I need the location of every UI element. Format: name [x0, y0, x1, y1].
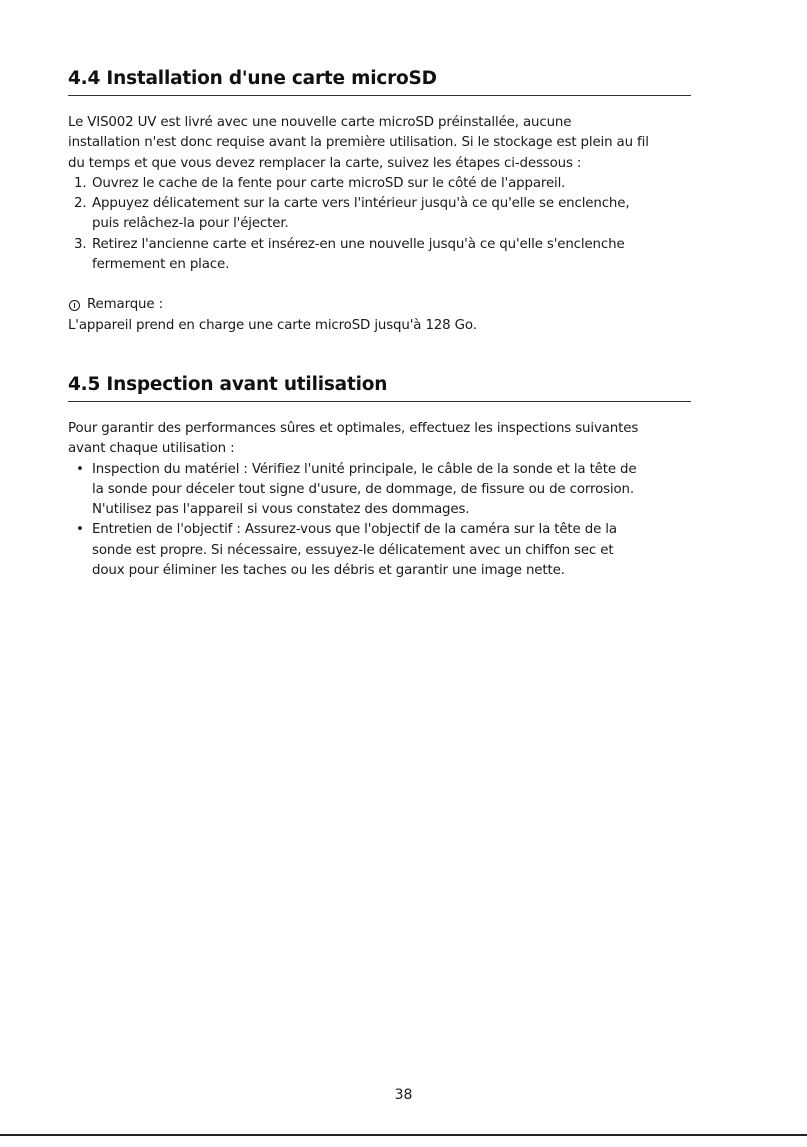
inspection-item [68, 520, 691, 581]
intro-line: avant chaque utilisation : [68, 441, 235, 457]
intro-paragraph [68, 113, 691, 174]
section-pre-use-inspection [68, 372, 691, 581]
step-item [68, 235, 691, 276]
step-line: puis relâchez-la pour l'éjecter. [92, 216, 289, 232]
step-number: 3. [74, 236, 87, 252]
step-number: 1. [74, 175, 87, 191]
intro-line: installation n'est donc requise avant la première utilisation. Si le stockage est plein au fil [68, 135, 649, 151]
section-body [68, 419, 691, 581]
intro-line: Pour garantir des performances sûres et optimales, effectuez les inspections suivantes [68, 421, 639, 436]
step-line: fermement en place. [92, 257, 230, 273]
bottom-divider [0, 1134, 807, 1136]
bullet-symbol: • [76, 522, 84, 538]
intro-line: Le VIS002 UV est livré avec une nouvelle carte microSD préinstallée, aucune [68, 115, 572, 130]
note-text: L'appareil prend en charge une carte microSD jusqu'à 128 Go. [68, 317, 477, 333]
section-body [68, 113, 691, 336]
intro-line: du temps et que vous devez remplacer la carte, suivez les étapes ci-dessous : [68, 155, 582, 171]
step-line: Ouvrez le cache de la fente pour carte microSD sur le côté de l'appareil. [92, 175, 566, 191]
item-line: doux pour éliminer les taches ou les débris et garantir une image nette. [92, 563, 565, 579]
inspection-item [68, 460, 691, 521]
step-line: Retirez l'ancienne carte et insérez-en une nouvelle jusqu'à ce qu'elle s'enclenche [92, 236, 625, 252]
item-line: N'utilisez pas l'appareil si vous constatez des dommages. [92, 502, 470, 518]
step-item [68, 174, 691, 194]
item-line: Inspection du matériel : Vérifiez l'unité principale, le câble de la sonde et la tête de [92, 461, 637, 477]
info-circle-icon [69, 300, 80, 311]
bullet-symbol: • [76, 461, 84, 477]
section-heading: 4.4 Installation d'une carte microSD [68, 66, 691, 96]
intro-paragraph [68, 419, 691, 460]
note-title: Remarque : [87, 297, 163, 313]
inspection-list [68, 460, 691, 582]
steps-list [68, 174, 691, 275]
item-line: Entretien de l'objectif : Assurez-vous que l'objectif de la caméra sur la tête de la [92, 522, 617, 538]
step-number: 2. [74, 196, 87, 212]
step-line: Appuyez délicatement sur la carte vers l'intérieur jusqu'à ce qu'elle se enclenche, [92, 196, 630, 212]
section-heading: 4.5 Inspection avant utilisation [68, 372, 691, 402]
note-block [68, 295, 691, 336]
page-number: 38 [394, 1087, 413, 1103]
step-item [68, 194, 691, 235]
item-line: la sonde pour déceler tout signe d'usure, de dommage, de fissure ou de corrosion. [92, 481, 634, 497]
section-microsd-installation [68, 66, 691, 336]
note-title-row [68, 295, 691, 315]
item-line: sonde est propre. Si nécessaire, essuyez-le délicatement avec un chiffon sec et [92, 542, 614, 558]
